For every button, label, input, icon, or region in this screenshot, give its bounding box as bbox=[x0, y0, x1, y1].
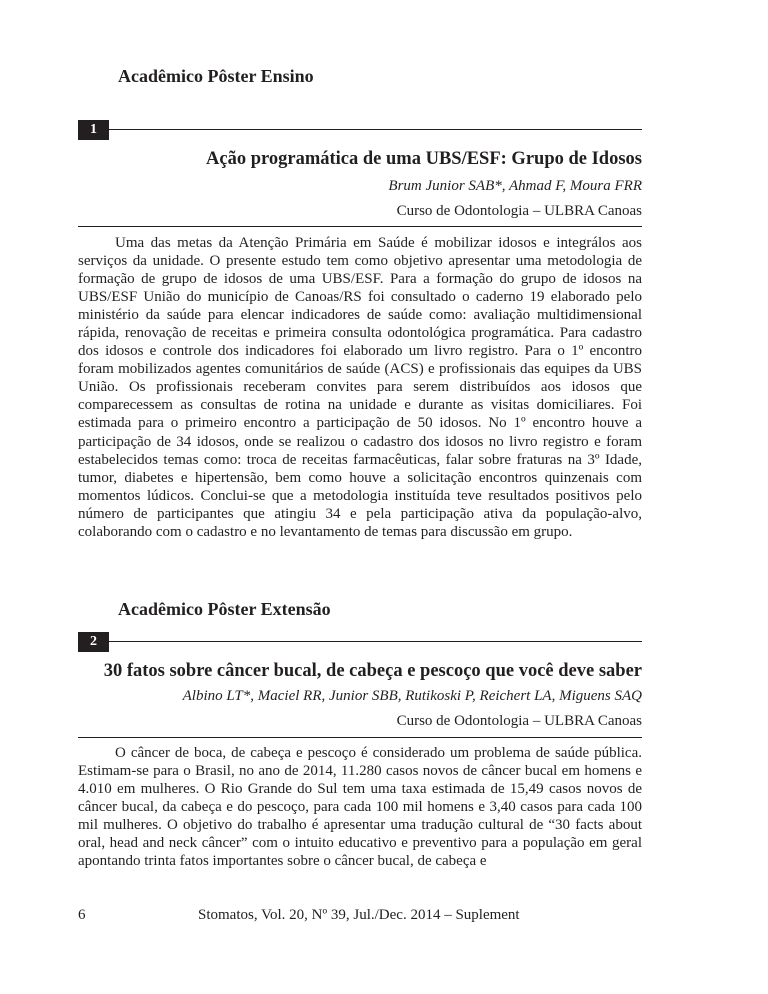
journal-citation: Stomatos, Vol. 20, Nº 39, Jul./Dec. 2014 – Suplement bbox=[198, 907, 520, 923]
abstract-authors: Albino LT*, Maciel RR, Junior SBB, Rutikoski P, Reichert LA, Miguens SAQ bbox=[182, 688, 642, 704]
abstract-authors: Brum Junior SAB*, Ahmad F, Moura FRR bbox=[388, 178, 642, 194]
abstract-number: 1 bbox=[78, 120, 109, 140]
abstract-number: 2 bbox=[78, 632, 109, 652]
abstract-affiliation: Curso de Odontologia – ULBRA Canoas bbox=[396, 203, 642, 219]
divider bbox=[78, 737, 642, 738]
abstract-number-rule bbox=[78, 632, 642, 652]
abstract-text: Uma das metas da Atenção Primária em Saúde é mobilizar idosos e integrálos aos serviços da unidade. O presente estudo tem como objetivo apresentar uma metodologia de formação de grupo de idosos de uma UBS/ESF. Para a formação do grupo de idosos na UBS/ESF União do município de Canoas/RS foi consultado o caderno 19 elaborado pelo ministério da saúde para elencar indicadores de saúde como: avaliação multidimensional rápida, renovação de receitas e primeira consulta odontológica programática. Para cadastro dos idosos e controle dos indicadores foi elaborado um livro registro. Para o 1º encontro foram mobilizados agentes comunitários de saúde (ACS) e profissionais das equipes da UBS União. Os profissionais receberam convites para serem distribuídos aos idosos que comparecessem as consultas de rotina na unidade e durante as visitas domiciliares. Foi estimada para o primeiro encontro a participação de 50 idosos. No 1º encontro houve a participação de 34 idosos, onde se realizou o cadastro dos idosos no livro registro e foram estabelecidos temas como: troca de receitas farmacêuticas, falar sobre fraturas na 3º Idade, tumor, diabetes e hipertensão, bem como houve a solicitação encontros quinzenais com momentos lúdicos. Conclui-se que a metodologia instituída teve resultados positivos pelo número de participantes que atingiu 34 e pela participação ativa da população-alvo, colaborando com o cadastro e no levantamento de temas para discussão em grupo. bbox=[78, 235, 642, 540]
abstract-affiliation: Curso de Odontologia – ULBRA Canoas bbox=[396, 713, 642, 729]
divider bbox=[78, 226, 642, 227]
page-number: 6 bbox=[78, 907, 86, 923]
abstract-title: 30 fatos sobre câncer bucal, de cabeça e pescoço que você deve saber bbox=[103, 661, 642, 681]
section-heading: Acadêmico Pôster Ensino bbox=[118, 66, 314, 86]
abstract-text: O câncer de boca, de cabeça e pescoço é considerado um problema de saúde pública. Estimam-se para o Brasil, no ano de 2014, 11.280 casos novos de câncer bucal em homens e 4.010 em mulheres. O Rio Grande do Sul tem uma taxa estimada de 15,49 casos novos de câncer bucal, da cabeça e do pescoço, para cada 100 mil homens e 3,40 casos para cada 100 mil mulheres. O objetivo do trabalho é apresentar uma tradução cultural de “30 facts about oral, head and neck câncer” com o intuito educativo e preventivo para a população em geral apontando trinta fatos importantes sobre o câncer bucal, de cabeça e bbox=[78, 745, 642, 870]
section-heading: Acadêmico Pôster Extensão bbox=[118, 599, 331, 619]
abstract-title: Ação programática de uma UBS/ESF: Grupo de Idosos bbox=[206, 149, 642, 169]
abstract-number-rule bbox=[78, 120, 642, 140]
divider bbox=[109, 641, 642, 642]
divider bbox=[109, 129, 642, 130]
